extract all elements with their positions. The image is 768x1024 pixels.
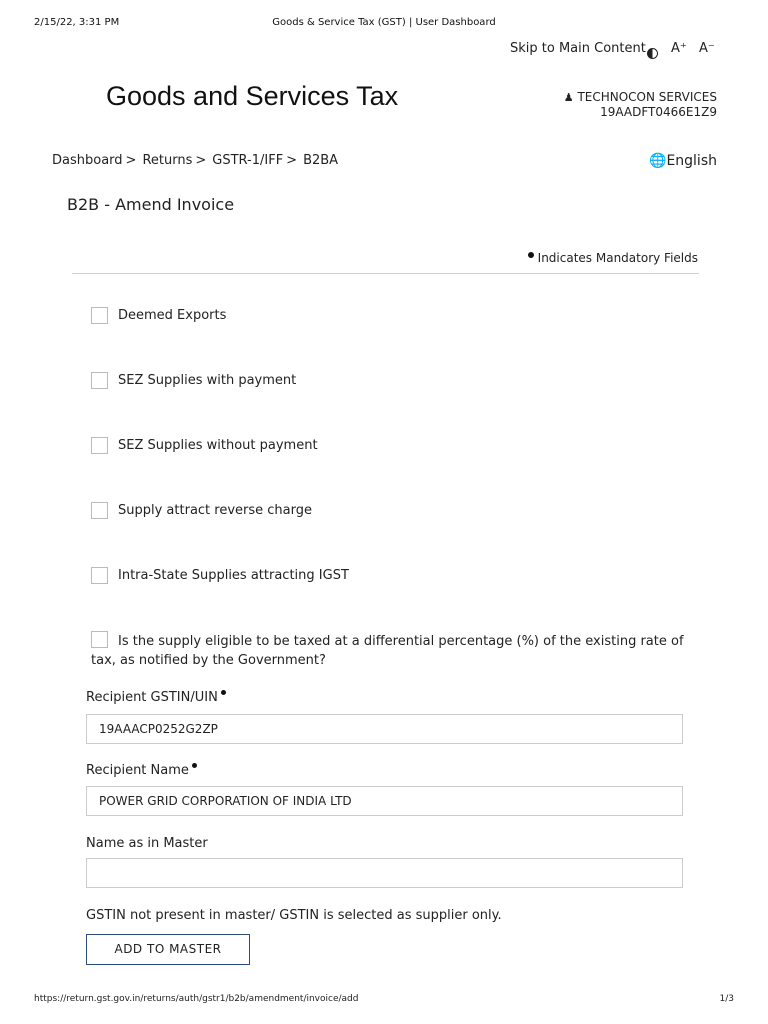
label-text: Recipient GSTIN/UIN	[86, 690, 218, 705]
mandatory-dot-icon	[528, 252, 534, 258]
site-title: Goods and Services Tax	[106, 81, 399, 111]
print-datetime: 2/15/22, 3:31 PM	[34, 17, 120, 28]
breadcrumb-b2ba: B2BA	[303, 153, 339, 168]
language-label: English	[666, 153, 717, 169]
mandatory-note	[528, 251, 698, 265]
font-decrease-button[interactable]: A⁻	[699, 41, 715, 56]
mandatory-note-text: Indicates Mandatory Fields	[537, 251, 698, 265]
language-selector[interactable]	[649, 153, 717, 169]
print-footer-page: 1/3	[719, 994, 734, 1004]
breadcrumb-separator: >	[195, 153, 207, 168]
breadcrumb-returns[interactable]: Returns	[142, 153, 193, 168]
checkbox-label: Intra-State Supplies attracting IGST	[118, 568, 349, 583]
breadcrumb-separator: >	[125, 153, 137, 168]
checkbox-label: Deemed Exports	[118, 308, 227, 323]
breadcrumb-separator: >	[286, 153, 298, 168]
user-gstin: 19AADFT0466E1Z9	[600, 105, 717, 119]
globe-icon: 🌐	[649, 153, 667, 169]
mandatory-dot-icon	[192, 763, 197, 768]
add-to-master-button[interactable]: ADD TO MASTER	[86, 934, 250, 965]
checkbox-reverse-charge[interactable]	[91, 502, 312, 519]
user-icon: ♟	[563, 91, 574, 104]
checkbox[interactable]	[91, 631, 108, 648]
recipient-name-label	[86, 763, 201, 778]
page-title: B2B - Amend Invoice	[67, 195, 235, 214]
divider	[72, 273, 699, 274]
recipient-name-input[interactable]: POWER GRID CORPORATION OF INDIA LTD	[86, 786, 683, 816]
checkbox-differential-rate[interactable]	[91, 631, 691, 670]
font-increase-button[interactable]: A⁺	[671, 41, 687, 56]
checkbox[interactable]	[91, 567, 108, 584]
checkbox[interactable]	[91, 307, 108, 324]
contrast-icon[interactable]	[647, 43, 658, 62]
checkbox-intra-state-igst[interactable]	[91, 567, 349, 584]
checkbox-deemed-exports[interactable]	[91, 307, 226, 324]
checkbox-label: Supply attract reverse charge	[118, 503, 312, 518]
name-as-in-master-input[interactable]	[86, 858, 683, 888]
user-name: TECHNOCON SERVICES	[577, 90, 717, 104]
print-page-title: Goods & Service Tax (GST) | User Dashboard	[272, 17, 496, 28]
checkbox-label: SEZ Supplies with payment	[118, 373, 297, 388]
name-as-in-master-label: Name as in Master	[86, 836, 208, 851]
skip-to-main-link[interactable]: Skip to Main Content	[510, 41, 646, 56]
checkbox-sez-with-payment[interactable]	[91, 372, 296, 389]
checkbox-sez-without-payment[interactable]	[91, 437, 318, 454]
breadcrumb-dashboard[interactable]: Dashboard	[52, 153, 123, 168]
breadcrumb	[52, 153, 338, 168]
checkbox-label: SEZ Supplies without payment	[118, 438, 318, 453]
label-text: Recipient Name	[86, 763, 189, 778]
checkbox[interactable]	[91, 372, 108, 389]
gstin-note: GSTIN not present in master/ GSTIN is selected as supplier only.	[86, 908, 502, 923]
recipient-gstin-label	[86, 690, 230, 705]
checkbox-label: Is the supply eligible to be taxed at a differential percentage (%) of the existing rate of tax, as notified by the Government?	[91, 634, 684, 668]
recipient-gstin-input[interactable]: 19AAACP0252G2ZP	[86, 714, 683, 744]
print-footer-url: https://return.gst.gov.in/returns/auth/gstr1/b2b/amendment/invoice/add	[34, 994, 359, 1004]
mandatory-dot-icon	[221, 690, 226, 695]
user-info	[564, 90, 717, 120]
checkbox[interactable]	[91, 502, 108, 519]
checkbox[interactable]	[91, 437, 108, 454]
breadcrumb-gstr1[interactable]: GSTR-1/IFF	[212, 153, 284, 168]
